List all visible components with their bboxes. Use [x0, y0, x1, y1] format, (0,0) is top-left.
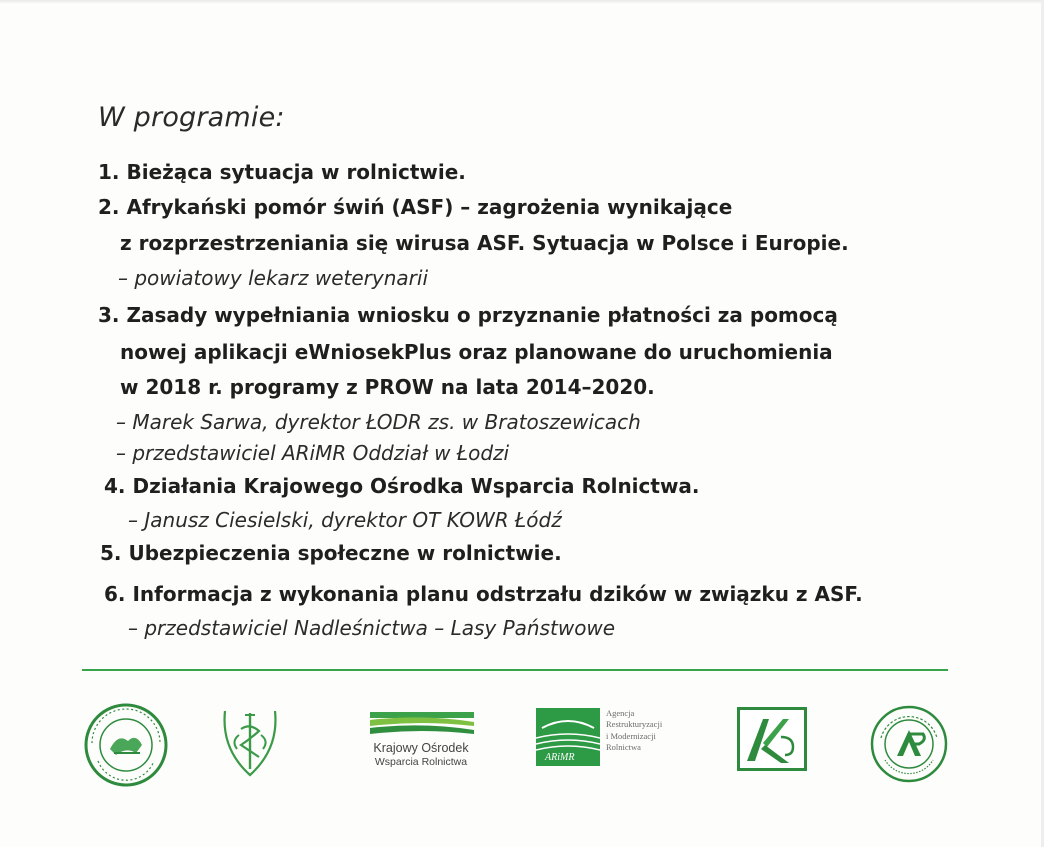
item-2-note-1: – powiatowy lekarz weterynarii — [118, 266, 428, 290]
item-4-line-1: 4. Działania Krajowego Ośrodka Wsparcia Rolnictwa. — [104, 474, 700, 498]
program-heading: W programie: — [98, 102, 285, 133]
item-6-note-1: – przedstawiciel Nadleśnictwa – Lasy Państwowe — [128, 616, 616, 640]
caduceus-icon — [217, 705, 283, 779]
lasy-panstwowe-logo — [869, 704, 949, 784]
item-6-line-1: 6. Informacja z wykonania planu odstrzału dzików w związku z ASF. — [104, 582, 863, 606]
krus-logo — [737, 707, 807, 771]
krus-emblem — [737, 707, 807, 771]
kowr-name-line-2: Wsparcia Rolnictwa — [374, 756, 468, 768]
item-3-line-3: w 2018 r. programy z PROW na lata 2014–2020. — [120, 375, 655, 399]
kowr-logo — [366, 708, 478, 772]
arimr-name-line-3: i Modernizacji — [606, 730, 656, 741]
arimr-full-name — [606, 708, 662, 753]
arimr-acronym: ARiMR — [545, 752, 575, 763]
scan-edge-top — [0, 0, 1044, 4]
arimr-name-line-1: Agencja — [606, 708, 635, 718]
arimr-name-line-2: Restrukturyzacji — [606, 719, 663, 730]
item-2-line-1: 2. Afrykański pomór świń (ASF) – zagrożenia wynikające — [98, 195, 733, 219]
item-3-note-1: – Marek Sarwa, dyrektor ŁODR zs. w Bratoszewicach — [116, 410, 641, 434]
seal-logo — [84, 703, 168, 787]
item-4-note-1: – Janusz Ciesielski, dyrektor OT KOWR Łódź — [128, 508, 562, 532]
item-3-note-2: – przedstawiciel ARiMR Oddział w Łodzi — [116, 441, 510, 465]
veterinary-logo — [217, 705, 283, 779]
item-3-line-2: nowej aplikacji eWniosekPlus oraz planowane do uruchomienia — [120, 340, 833, 364]
seal-logo-graphic — [84, 703, 168, 787]
arimr-name-line-4: Rolnictwa — [606, 741, 641, 752]
green-divider — [82, 669, 948, 671]
arimr-logo — [536, 708, 696, 768]
kowr-stripes-graphic — [366, 708, 478, 740]
item-2-line-2: z rozprzestrzeniania się wirusa ASF. Sytuacja w Polsce i Europie. — [120, 231, 849, 255]
item-1-line-1: 1. Bieżąca sytuacja w rolnictwie. — [98, 160, 466, 184]
item-3-line-1: 3. Zasady wypełniania wniosku o przyznanie płatności za pomocą — [98, 303, 838, 327]
item-5-line-1: 5. Ubezpieczenia społeczne w rolnictwie. — [100, 541, 562, 565]
lasy-panstwowe-seal — [869, 704, 949, 784]
kowr-name-line-1: Krajowy Ośrodek — [373, 741, 469, 755]
